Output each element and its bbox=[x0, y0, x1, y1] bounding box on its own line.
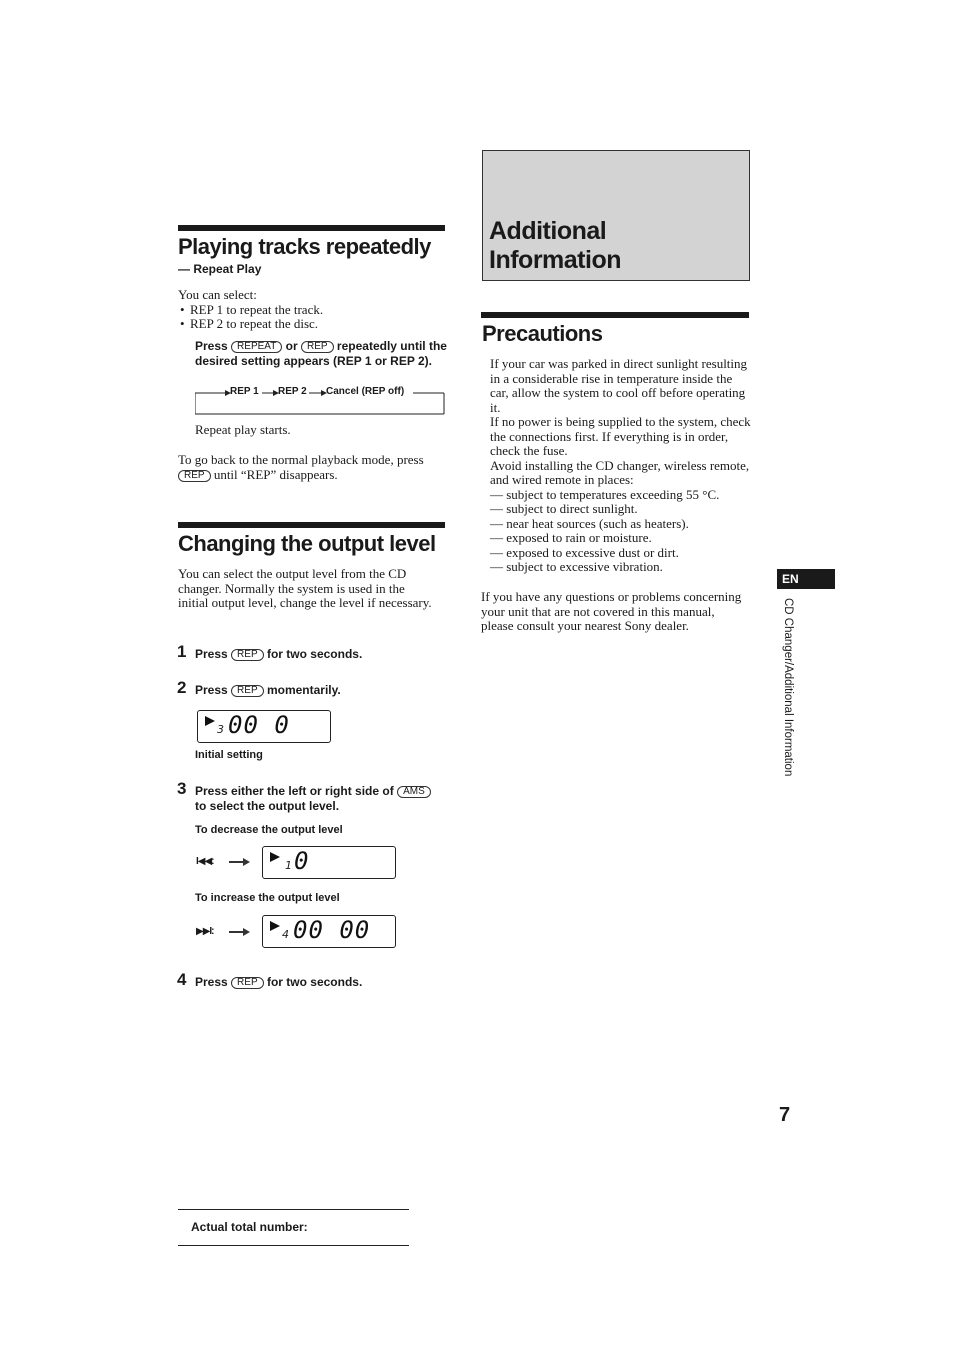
cycle-rep2: REP 2 bbox=[278, 386, 307, 397]
arrow-right-icon bbox=[229, 927, 251, 937]
decrease-label: To decrease the output level bbox=[195, 824, 343, 836]
section-title-precautions: Precautions bbox=[482, 321, 603, 346]
language-tab bbox=[777, 569, 835, 589]
step-4-text bbox=[195, 975, 362, 990]
additional-info-title bbox=[489, 217, 621, 275]
press-word: Press bbox=[195, 647, 228, 661]
repeat-instruction-rest: repeatedly until the desired setting appears (REP 1 or REP 2). bbox=[195, 339, 447, 368]
section-rule-output bbox=[178, 522, 445, 528]
step-text-b: to select the output level. bbox=[195, 798, 340, 813]
lcd-level-digit: 3 bbox=[217, 723, 224, 736]
list-item: — subject to temperatures exceeding 55 °C. bbox=[490, 486, 720, 502]
rep-button: REP bbox=[178, 470, 211, 482]
precaution-para: Avoid installing the CD changer, wireless remote, and wired remote in places: bbox=[490, 457, 750, 487]
play-indicator-icon bbox=[270, 852, 280, 862]
title-line: Additional bbox=[489, 217, 607, 245]
lcd-display-initial bbox=[197, 710, 331, 743]
list-item: • REP 2 to repeat the disc. bbox=[178, 317, 445, 332]
section-rule-repeat bbox=[178, 225, 445, 231]
step-number: 1 bbox=[177, 642, 187, 661]
title-line: Information bbox=[489, 246, 621, 274]
list-item: — exposed to rain or moisture. bbox=[490, 530, 652, 545]
ams-button: AMS bbox=[397, 786, 431, 798]
step-1-text bbox=[195, 647, 362, 662]
play-indicator-icon bbox=[270, 921, 280, 931]
section-subtitle-repeat: — Repeat Play bbox=[178, 262, 262, 276]
step-text: momentarily. bbox=[266, 683, 341, 697]
section-rule-precautions bbox=[481, 312, 749, 318]
section-title-output: Changing the output level bbox=[178, 531, 436, 556]
list-item: — exposed to excessive dust or dirt. bbox=[490, 544, 679, 560]
lcd-digits: 00 00 bbox=[293, 916, 371, 944]
step-text: for two seconds. bbox=[266, 975, 363, 989]
back-tail: until “REP” disappears. bbox=[213, 466, 338, 482]
repeat-back-note bbox=[178, 453, 448, 482]
cycle-cancel: Cancel (REP off) bbox=[326, 386, 405, 397]
precaution-para: If your car was parked in direct sunlight resulting in a considerable rise in temperature inside the car, allow the system to cool off before operating it. bbox=[490, 356, 748, 415]
footer-rule-top bbox=[178, 1209, 409, 1210]
precautions-body bbox=[490, 357, 752, 575]
increase-label: To increase the output level bbox=[195, 892, 340, 904]
list-item: — near heat sources (such as heaters). bbox=[490, 515, 689, 531]
next-track-icon: ▶▶I: bbox=[196, 926, 214, 937]
lcd-display-increase bbox=[262, 915, 396, 948]
lcd-display-decrease bbox=[262, 846, 396, 879]
repeat-button: REPEAT bbox=[231, 341, 282, 353]
press-word: Press bbox=[195, 683, 228, 697]
press-word: Press bbox=[195, 975, 228, 989]
rep-button: REP bbox=[231, 977, 264, 989]
footer-label: Actual total number: bbox=[191, 1220, 308, 1234]
lcd-digits: 0 bbox=[294, 847, 310, 875]
back-text: To go back to the normal playback mode, press bbox=[178, 452, 424, 467]
output-intro: You can select the output level from the CD changer. Normally the system is used in the initial output level, change the level if necessary. bbox=[178, 566, 432, 610]
press-word: Press bbox=[195, 339, 228, 353]
step-number: 4 bbox=[177, 970, 187, 989]
repeat-intro bbox=[178, 288, 445, 332]
cycle-rep1: REP 1 bbox=[230, 386, 259, 397]
rep-button: REP bbox=[231, 649, 264, 661]
or-word: or bbox=[285, 339, 298, 353]
language-tab-label: EN bbox=[782, 572, 799, 586]
additional-info-title-box bbox=[482, 150, 750, 281]
step-text: for two seconds. bbox=[266, 647, 363, 661]
step-text-a: Press either the left or right side of bbox=[195, 784, 394, 798]
rep-button: REP bbox=[231, 685, 264, 697]
list-item: — subject to excessive vibration. bbox=[490, 559, 663, 574]
section-title-repeat: Playing tracks repeatedly bbox=[178, 234, 431, 259]
repeat-starts: Repeat play starts. bbox=[195, 422, 291, 437]
side-section-label: CD Changer/Additional Information bbox=[782, 598, 794, 777]
arrow-right-icon bbox=[229, 857, 251, 867]
play-indicator-icon bbox=[205, 716, 215, 726]
step-3-text bbox=[195, 784, 435, 813]
page-number: 7 bbox=[779, 1104, 790, 1126]
rep-button: REP bbox=[301, 341, 334, 353]
repeat-intro-text: You can select: bbox=[178, 287, 257, 302]
lcd-level-digit: 1 bbox=[285, 859, 292, 872]
precautions-closing: If you have any questions or problems concerning your unit that are not covered in this manual, please consult your nearest Sony dealer. bbox=[481, 589, 742, 633]
list-item: • REP 1 to repeat the track. bbox=[178, 303, 445, 318]
lcd-level-digit: 4 bbox=[282, 928, 289, 941]
step-2-text bbox=[195, 683, 341, 698]
initial-caption: Initial setting bbox=[195, 749, 263, 761]
list-item: — subject to direct sunlight. bbox=[490, 501, 638, 516]
step-number: 2 bbox=[177, 678, 187, 697]
repeat-instruction bbox=[195, 339, 447, 368]
repeat-cycle-diagram bbox=[195, 384, 445, 415]
step-number: 3 bbox=[177, 779, 187, 798]
footer-rule-bottom bbox=[178, 1245, 409, 1246]
lcd-digits: 00 0 bbox=[228, 711, 290, 739]
prev-track-icon: I◀◀: bbox=[196, 856, 214, 867]
precaution-para: If no power is being supplied to the system, check the connections first. If everything is in order, check the fuse. bbox=[490, 414, 751, 458]
